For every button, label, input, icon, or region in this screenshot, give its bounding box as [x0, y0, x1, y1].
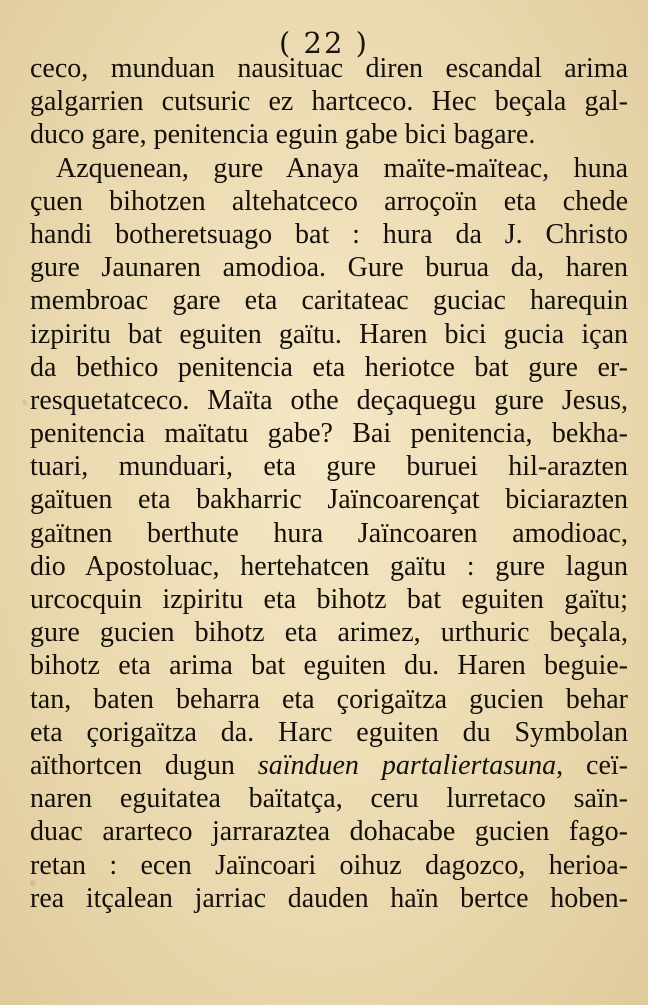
text-line: galgarrien cutsuric ez hartceco. Hec beçala gal-	[30, 86, 628, 118]
text-line: rea itçalean jarriac dauden haïn bertce hoben-	[30, 882, 628, 914]
text-line: tuari, munduari, eta gure buruei hil-arazten	[30, 451, 628, 483]
text-line: gure gucien bihotz eta arimez, urthuric beçala,	[30, 617, 628, 649]
page-number: ( 22 )	[279, 26, 369, 60]
text-line: penitencia maïtatu gabe? Bai penitencia, bekha-	[30, 418, 628, 450]
text-line: membroac gare eta caritateac guciac harequin	[30, 285, 628, 317]
text-line: urcocquin izpiritu eta bihotz bat eguiten gaïtu;	[30, 584, 628, 615]
text-line: Azquenean, gure Anaya maïte-maïteac, huna	[56, 152, 628, 184]
text-line: tan, baten beharra eta çorigaïtza gucien behar	[30, 683, 628, 715]
text-line: çuen bihotzen altehatceco arroçoïn eta chede	[30, 185, 628, 217]
text-line: duco gare, penitencia eguin gabe bici bagare.	[30, 119, 536, 151]
text-run: aïthortcen dugun	[30, 749, 258, 781]
text-line: handi botheretsuago bat : hura da J. Christo	[30, 218, 628, 250]
text-line: bihotz eta arima bat eguiten du. Haren beguie-	[30, 650, 628, 682]
text-line: izpiritu bat eguiten gaïtu. Haren bici gucia içan	[30, 318, 628, 350]
text-line: gure Jaunaren amodioa. Gure burua da, haren	[30, 252, 628, 284]
italic-phrase: saïnduen partaliertasuna	[257, 749, 557, 781]
text-line	[30, 749, 628, 782]
text-line: gaïtnen berthute hura Jaïncoaren amodioac,	[30, 517, 628, 549]
text-line: dio Apostoluac, hertehatcen gaïtu : gure lagun	[30, 550, 628, 582]
body-text	[30, 52, 628, 915]
text-line: resquetatceco. Maïta othe deçaquegu gure Jesus,	[30, 384, 628, 416]
text-line: naren eguitatea baïtatça, ceru lurretaco saïn-	[30, 783, 628, 815]
foxing-spot	[22, 400, 27, 405]
text-line: da bethico penitencia eta heriotce bat gure er-	[30, 351, 628, 383]
text-line: eta çorigaïtza da. Harc eguiten du Symbolan	[30, 716, 628, 748]
text-line: ceco, munduan nausituac diren escandal arima	[30, 53, 628, 84]
text-line: gaïtuen eta bakharric Jaïncoarençat biciarazten	[30, 484, 628, 516]
text-line: duac ararteco jarraraztea dohacabe gucien fago-	[30, 816, 628, 848]
text-run: , ceï-	[556, 749, 628, 781]
text-line: retan : ecen Jaïncoari oihuz dagozco, herioa-	[30, 849, 628, 881]
